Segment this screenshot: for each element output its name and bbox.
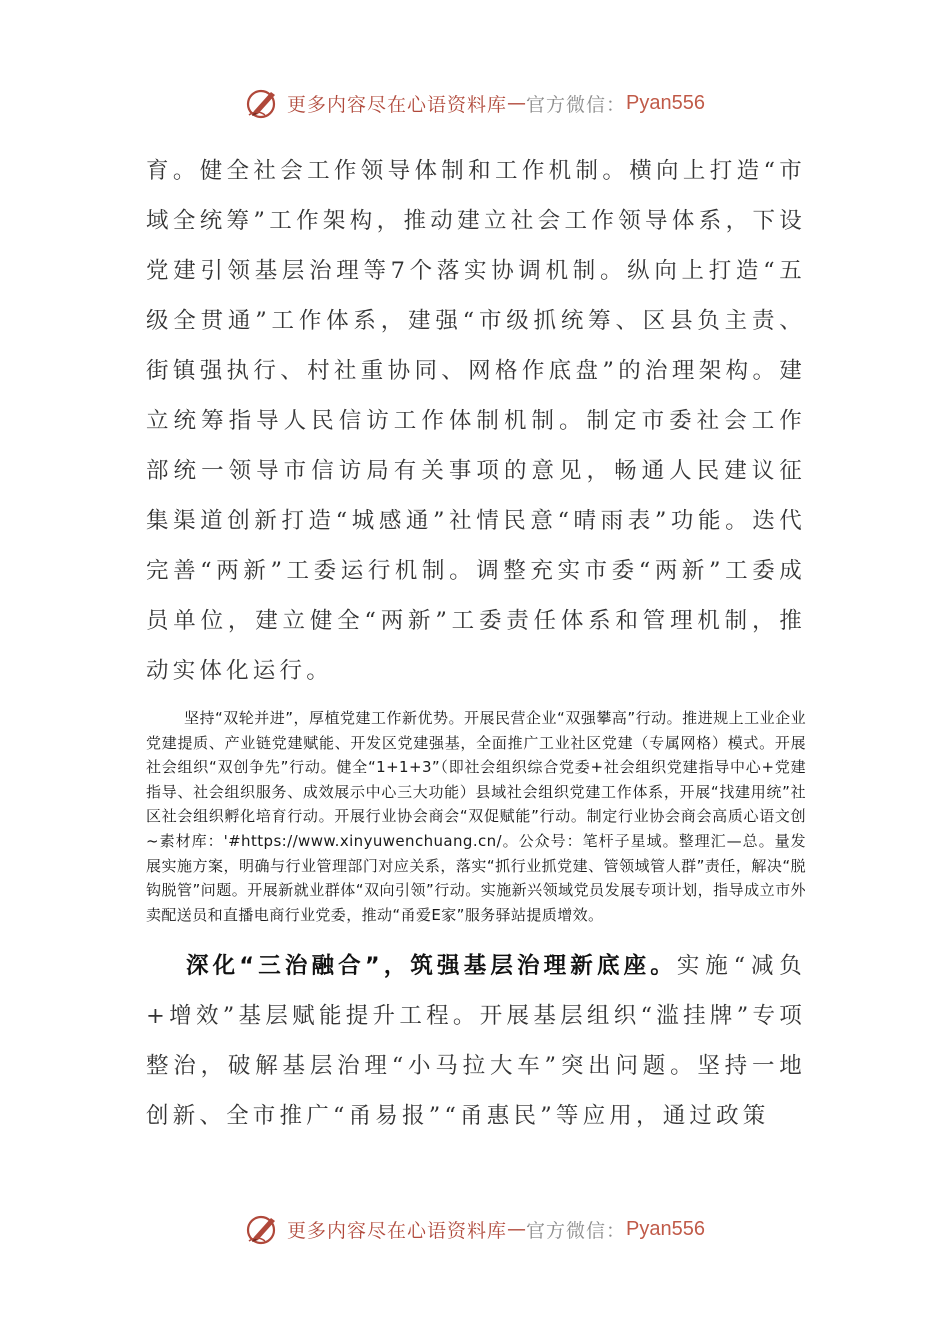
document-body <box>146 146 806 1141</box>
paragraph-3 <box>146 941 806 1141</box>
banner-dash: — <box>507 1218 527 1240</box>
paragraph-3-lead: 深化“三治融合”，筑强基层治理新底座。 <box>186 953 677 980</box>
banner-wechat-id: Pyan556 <box>626 1217 705 1240</box>
footer-banner <box>0 1209 950 1249</box>
pen-logo-icon <box>245 1211 281 1247</box>
paragraph-3-rest: 实施“减负+增效”基层赋能提升工程。开展基层组织“滥挂牌”专项整治，破解基层治理“小马拉大车”突出问题。坚持一地创新、全市推广“甬易报”“甬惠民”等应用，通过政策 <box>146 953 806 1130</box>
paragraph-1: 育。健全社会工作领导体制和工作机制。横向上打造“市域全统筹”工作架构，推动建立社会工作领导体系，下设党建引领基层治理等7个落实协调机制。纵向上打造“五级全贯通”工作体系，建强“市级抓统筹、区县负主责、街镇强执行、村社重协同、网格作底盘”的治理架构。建立统筹指导人民信访工作体制机制。制定市委社会工作部统一领导市信访局有关事项的意见，畅通人民建议征集渠道创新打造“城感通”社情民意“晴雨表”功能。迭代完善“两新”工委运行机制。调整充实市委“两新”工委成员单位，建立健全“两新”工委责任体系和管理机制，推动实体化运行。 <box>146 158 806 684</box>
paragraph-2: 坚持“双轮并进”，厚植党建工作新优势。开展民营企业“双强攀高”行动。推进规上工业企业党建提质、产业链党建赋能、开发区党建强基，全面推广工业社区党建（专属网格）模式。开展社会组织“双创争先”行动。健全“1+1+3”（即社会组织综合党委+社会组织党建指导中心+党建指导、社会组织服务、成效展示中心三大功能）县域社会组织党建工作体系，开展“找建用统”社区社会组织孵化培育行动。开展行业协会商会“双促赋能”行动。制定行业协会商会高质心语文创~素材库：'#https://www.xinyuwenchuang.cn/。公众号：笔杆子星域。整理汇—总。量发展实施方案，明确与行业管理部门对应关系，落实“抓行业抓党建、管领域管人群”责任，解决“脱钩脱管”问题。开展新就业群体“双向引领”行动。实施新兴领域党员发展专项计划，指导成立市外卖配送员和直播电商行业党委，推动“甬爱E家”服务驿站提质增效。 <box>146 709 806 924</box>
header-banner <box>0 83 950 123</box>
banner-wechat-id: Pyan556 <box>626 91 705 114</box>
banner-dash: — <box>507 92 527 114</box>
banner-text: 更多内容尽在心语资料库 <box>287 1219 508 1242</box>
banner-text: 更多内容尽在心语资料库 <box>287 93 508 116</box>
banner-wechat-label: 官方微信： <box>526 93 627 116</box>
pen-logo-icon <box>245 85 281 121</box>
banner-wechat-label: 官方微信： <box>526 1219 627 1242</box>
